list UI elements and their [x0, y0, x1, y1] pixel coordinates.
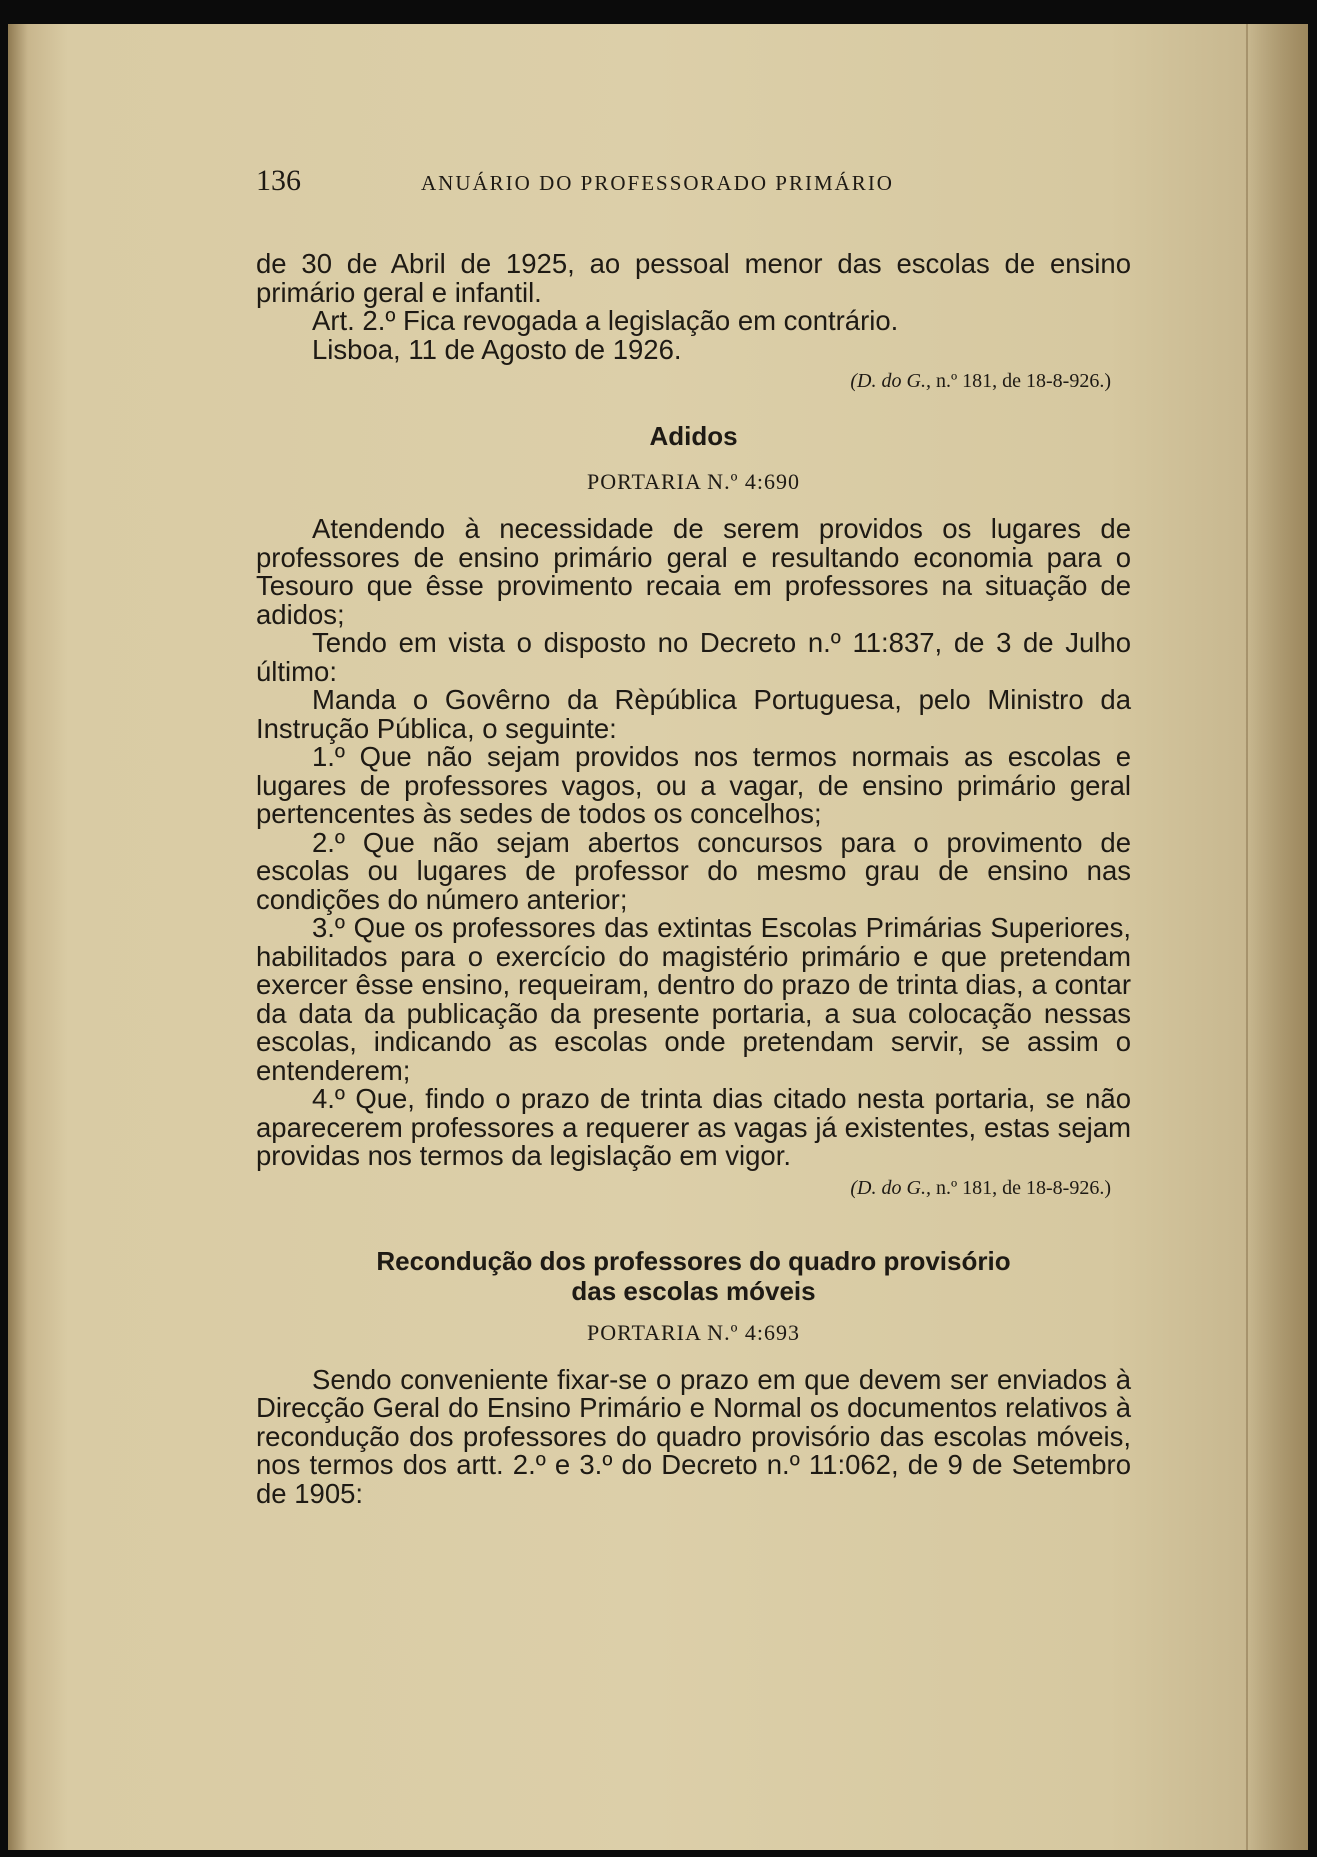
paragraph: Manda o Govêrno da Rèpública Portuguesa, pelo Ministro da Instrução Pública, o seguinte:: [256, 684, 1131, 744]
numbered-item: 2.º Que não sejam abertos concursos para o provimento de escolas ou lugares de professor do mesmo grau de ensino nas condições do número anterior;: [256, 826, 1131, 915]
portaria-heading: PORTARIA N.º 4:693: [586, 1319, 801, 1345]
running-title: ANUÁRIO DO PROFESSORADO PRIMÁRIO: [421, 171, 894, 195]
intro-date: Lisboa, 11 de Agosto de 1926.: [312, 333, 682, 365]
intro-paragraph: de 30 de Abril de 1925, ao pessoal menor das escolas de ensino primário geral e infantil.: [256, 248, 1131, 308]
citation-number: n.º 181, de 18-8-926.): [935, 370, 1111, 392]
paragraph: Atendendo à necessidade de serem providos os lugares de professores de ensino primário geral e resultando economia para o Tesouro que êsse provimento recaia em professores na situação de adidos;: [256, 513, 1131, 630]
numbered-item: 3.º Que os professores das extintas Escolas Primárias Superiores, habilitados para o exercício do magistério primário e que pretendam exercer êsse ensino, requeiram, dentro do prazo de trinta dias, a contar da data da publicação da presente portaria, a sua colocação nessas escolas, indicando as escolas onde pretendam servir, se assim o entenderem;: [256, 912, 1131, 1086]
section-title-reconducao: [256, 1246, 1131, 1306]
numbered-item: 4.º Que, findo o prazo de trinta dias citado nesta portaria, se não aparecerem professores a requerer as vagas já existentes, estas sejam providas nos termos da legislação em vigor.: [256, 1083, 1131, 1171]
citation-source: (D. do G.,: [850, 1176, 931, 1199]
intro-article: Art. 2.º Fica revogada a legislação em contrário.: [312, 305, 899, 336]
section1-body: [256, 515, 1131, 1171]
book-spine-shadow: [1246, 24, 1308, 1850]
intro-block: [256, 250, 1131, 364]
scanned-page: [8, 24, 1308, 1850]
portaria-heading: PORTARIA N.º 4:690: [586, 469, 801, 494]
page-number: 136: [256, 164, 301, 197]
numbered-item: 1.º Que não sejam providos nos termos normais as escolas e lugares de professores vagos, ou a vagar, de ensino primário geral pertencentes às sedes de todos os concelhos;: [256, 741, 1131, 829]
paragraph: Tendo em vista o disposto no Decreto n.º 11:837, de 3 de Julho último:: [256, 627, 1131, 687]
paragraph: Sendo conveniente fixar-se o prazo em que devem ser enviados à Direcção Geral do Ensino Primário e Normal os documentos relativos à recondução dos professores do quadro provisório das escolas móveis, nos termos dos artt. 2.º e 3.º do Decreto n.º 11:062, de 9 de Setembro de 1905:: [256, 1363, 1131, 1509]
intro-citation: [256, 370, 1111, 393]
running-header: [256, 164, 1131, 198]
section-title-adidos: Adidos: [649, 421, 738, 451]
page-content: [256, 164, 1131, 1508]
citation-source: (D. do G.,: [850, 370, 931, 392]
section-title-line: Recondução dos professores do quadro provisório: [376, 1245, 1011, 1276]
section2-body: [256, 1363, 1131, 1509]
citation-number: n.º 181, de 18-8-926.): [935, 1176, 1111, 1199]
section1-citation: [256, 1177, 1111, 1200]
section-title-line: das escolas móveis: [571, 1275, 816, 1306]
